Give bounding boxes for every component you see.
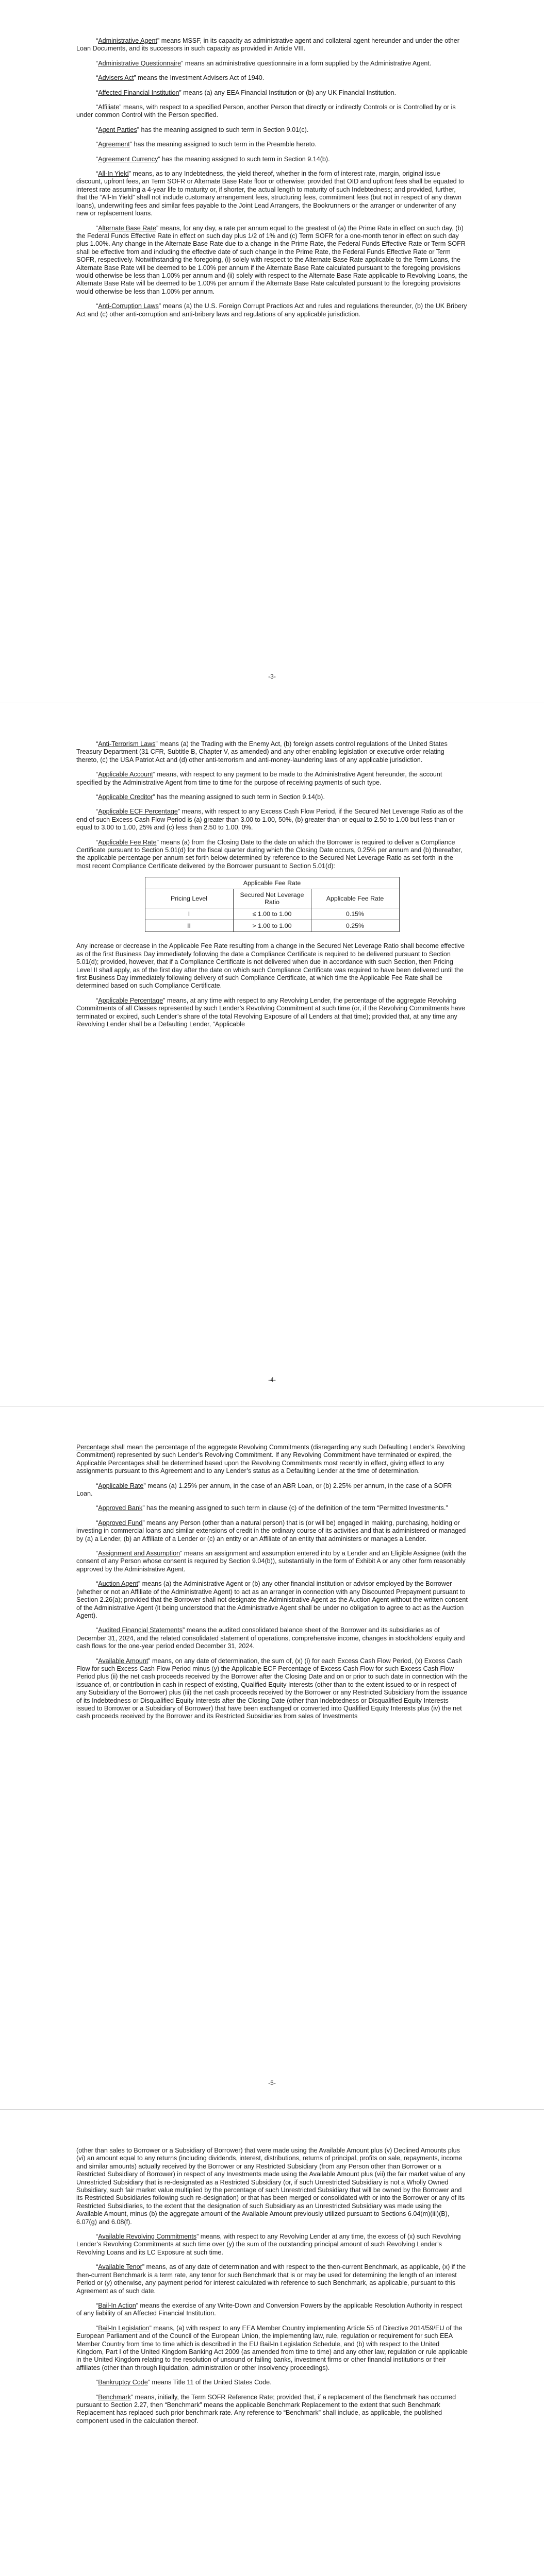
- definition-paragraph: “Anti-Corruption Laws” means (a) the U.S. Foreign Corrupt Practices Act and rules and regulations thereunder, (b) the UK Bribery Act and (c) other anti-corruption and anti-bribery laws and regulations of any applicable jurisdiction.: [76, 302, 467, 318]
- table-cell: II: [145, 920, 233, 932]
- definition-paragraph: “Administrative Agent” means MSSF, in its capacity as administrative agent and collateral agent hereunder and under the other Loan Documents, and its successors in such capacity as provided in Article VIII.: [76, 37, 459, 53]
- defined-term: Affiliate: [98, 104, 120, 111]
- definition-paragraph: “Agreement” has the meaning assigned to such term in the Preamble hereto.: [96, 141, 317, 148]
- definition-paragraph: “Bail-In Legislation” means, (a) with respect to any EEA Member Country implementing Article 55 of Directive 2014/59/EU of the European Parliament and of the Council of the European Union, the implementing law, rule, regulation or requirement for such EEA Member Country from time to time which is described in the EU Bail-In Legislation Schedule, and (b) with respect to the United Kingdom, Part I of the United Kingdom Banking Act 2009 (as amended from time to time) and any other law, regulation or rule applicable in the United Kingdom relating to the resolution of unsound or failing banks, investment firms or other financial institutions or their affiliates (other than through liquidation, administration or other insolvency proceedings).: [76, 2324, 468, 2371]
- defined-term: Available Amount: [98, 1657, 149, 1665]
- definition-paragraph: “Applicable ECF Percentage” means, with respect to any Excess Cash Flow Period, if the Secured Net Leverage Ratio as of the end of such Excess Cash Flow Period is (a) greater than 3.00 to 1.00, 50%, (b) greater than or equal to 2.50 to 1.00 but less than or equal to 3.00 to 1.00, 25% and (c) less than 2.50 to 1.00, 0%.: [76, 808, 463, 832]
- defined-term: Administrative Questionnaire: [98, 59, 182, 67]
- definition-paragraph: “Approved Bank” has the meaning assigned to such term in clause (c) of the definition of the term “Permitted Investments.”: [96, 1504, 448, 1512]
- definition-paragraph: “Applicable Rate” means (a) 1.25% per annum, in the case of an ABR Loan, or (b) 2.25% per annum, in the case of a SOFR Loan.: [76, 1482, 452, 1498]
- defined-term: Applicable ECF Percentage: [98, 808, 178, 816]
- defined-term-continued: Percentage: [76, 1444, 110, 1451]
- definition-paragraph: “Audited Financial Statements” means the audited consolidated balance sheet of the Borrower and its subsidiaries as of December 31, 2024, and the related consolidated statement of operations, comprehensive income, changes in stockholders’ equity and cash flows for the one-year period ended December 31, 2024.: [76, 1626, 465, 1650]
- applicable-fee-rate-table: [145, 877, 400, 932]
- defined-term: Anti-Terrorism Laws: [98, 740, 156, 748]
- definition-paragraph: “Assignment and Assumption” means an assignment and assumption entered into by a Lender and an Eligible Assignee (with the consent of any Person whose consent is required by Section 9.04(b)), substantially in the form of Exhibit A or any other form reasonably approved by the Administrative Agent.: [76, 1550, 467, 1573]
- table-cell: ≤ 1.00 to 1.00: [233, 908, 311, 920]
- defined-term: Applicable Rate: [98, 1482, 144, 1489]
- defined-term: Applicable Percentage: [98, 996, 163, 1004]
- defined-term: Agreement Currency: [98, 155, 158, 163]
- definition-paragraph: “Auction Agent” means (a) the Administrative Agent or (b) any other financial institution or advisor employed by the Borrower (whether or not an Affiliate of the Administrative Agent) to act as an arranger in connection with any Discounted Prepayment pursuant to Section 2.26(a); provided that the Borrower shall not designate the Administrative Agent as the Auction Agent without the written consent of the Administrative Agent (it being understood that the Administrative Agent shall be under no obligation to agree to act as the Auction Agent).: [76, 1580, 468, 1619]
- page-body: [76, 1444, 468, 1721]
- table-cell: > 1.00 to 1.00: [233, 920, 311, 932]
- defined-term: Auction Agent: [98, 1580, 138, 1588]
- definition-paragraph: “Bankruptcy Code” means Title 11 of the United States Code.: [96, 2379, 272, 2386]
- table-header-pricing-level: Pricing Level: [145, 889, 233, 908]
- definition-paragraph: “All-In Yield” means, as to any Indebtedness, the yield thereof, whether in the form of interest rate, margin, original issue discount, upfront fees, an Term SOFR or Alternate Base Rate floor or otherwise; provided that OID and upfront fees shall be equated to interest rate assuming a 4-year life to maturity or, if shorter, the actual length to maturity of such Indebtedness; and provided, further, that the “All-In Yield” shall not include customary arrangement fees, structuring fees, commitment fees (but not in respect of any drawn loans), underwriting fees and similar fees payable to the Joint Lead Arrangers, the Bookrunners or the arranger or underwriter of any new or replacement loans.: [76, 170, 464, 217]
- defined-term: Applicable Creditor: [98, 793, 153, 801]
- defined-term: Benchmark: [98, 2393, 131, 2401]
- definition-paragraph: “Anti-Terrorism Laws” means (a) the Trading with the Enemy Act, (b) foreign assets control regulations of the United States Treasury Department (31 CFR, Subtitle B, Chapter V, as amended) and any other enabling legislation or executive order relating thereto, (c) the USA Patriot Act and (d) other anti-terrorism and anti-money-laundering laws of any applicable jurisdiction.: [76, 740, 448, 764]
- page-body: [76, 740, 468, 870]
- table-header-fee-rate: Applicable Fee Rate: [311, 889, 399, 908]
- definition-paragraph: “Applicable Account” means, with respect to any payment to be made to the Administrative Agent hereunder, the account specified by the Administrative Agent from time to time for the purpose of receiving payments of such type.: [76, 771, 442, 786]
- page-4: [0, 703, 544, 1406]
- defined-term: Audited Financial Statements: [98, 1626, 183, 1634]
- definition-paragraph: “Agent Parties” has the meaning assigned to such term in Section 9.01(c).: [96, 126, 309, 133]
- defined-term: Administrative Agent: [98, 37, 158, 44]
- body-paragraph: Percentage shall mean the percentage of the aggregate Revolving Commitments (disregarding any such Defaulting Lender’s Revolving Commitment) represented by such Lender’s Revolving Commitment. If any Revolving Commitment have terminated or expired, the Applicable Percentages shall be determined based upon the Revolving Commitments most recently in effect, giving effect to any assignments pursuant to this Agreement and to any Lender’s status as a Defaulting Lender at the time of determination.: [76, 1444, 465, 1475]
- defined-term: Agent Parties: [98, 126, 137, 133]
- defined-term: Applicable Account: [98, 771, 153, 778]
- defined-term: Available Revolving Commitments: [98, 2233, 197, 2241]
- defined-term: Agreement: [98, 141, 130, 148]
- definition-paragraph: “Available Amount” means, on any date of determination, the sum of, (x) (i) for each Excess Cash Flow Period, (x) Excess Cash Flow for such Excess Cash Flow Period minus (y) the Applicable ECF Percentage of Excess Cash Flow for such Excess Cash Flow Period plus (ii) the net cash proceeds received by the Borrower after the Closing Date and on or prior to such date in connection with the issuance of, or contribution in cash in respect of existing, Qualified Equity Interests (other than to the extent issued to or in respect of any Subsidiary of the Borrower) plus (iii) the net cash proceeds received by the Borrower or any Restricted Subsidiary from the issuance of its Indebtedness or Disqualified Equity Interests after the Closing Date (other than Indebtedness or Disqualified Equity Interests issued to Borrower or a Subsidiary of Borrower) that have been exchanged or converted into Qualified Equity Interests plus (iv) the net cash proceeds received by the Borrower and its Restricted Subsidiaries from sales of Investments: [76, 1657, 468, 1720]
- page-body: [76, 2147, 468, 2425]
- defined-term: Available Tenor: [98, 2263, 142, 2271]
- definition-paragraph: “Agreement Currency” has the meaning assigned to such term in Section 9.14(b).: [96, 155, 330, 163]
- table-row: [145, 908, 399, 920]
- definition-paragraph: “Bail-In Action” means the exercise of any Write-Down and Conversion Powers by the applicable Resolution Authority in respect of any liability of an Affected Financial Institution.: [76, 2301, 463, 2317]
- definition-paragraph: “Applicable Fee Rate” means (a) from the Closing Date to the date on which the Borrower is required to deliver a Compliance Certificate pursuant to Section 5.01(d) for the fiscal quarter during which the Closing Date occurs, 0.25% per annum and (b) thereafter, the applicable percentage per annum set forth below determined by reference to the Secured Net Leverage Ratio as set forth in the most recent Compliance Certificate delivered by the Borrower pursuant to Section 5.01(d):: [76, 838, 463, 870]
- defined-term: Affected Financial Institution: [98, 89, 179, 96]
- defined-term: Advisers Act: [98, 74, 134, 82]
- body-paragraph: (other than sales to Borrower or a Subsidiary of Borrower) that were made using the Available Amount plus (v) Declined Amounts plus (vi) an amount equal to any returns (including dividends, interest, distributions, returns of principal, profits on sale, repayments, income and similar amounts) actually received by the Borrower or any Restricted Subsidiary (from any Person other than Borrower or a Restricted Subsidiary of Borrower) in respect of any Investments made using the Available Amount plus (vii) the fair market value of any Unrestricted Subsidiary that is re-designated as a Restricted Subsidiary (or, if such Unrestricted Subsidiary is not a Wholly Owned Subsidiary, such fair market value multiplied by the percentage of such Unrestricted Subsidiary that will be owned by the Borrower and its Restricted Subsidiaries following such re-designation) or that has been merged or consolidated with or into the Borrower or any of its Restricted Subsidiaries, to the extent that the designation of such Subsidiary as an Unrestricted Subsidiary was made using the Available Amount, minus (b) the aggregate amount of the Available Amount previously utilized pursuant to Sections 6.04(m)(iii)(B), 6.07(g) and 6.08(f).: [76, 2147, 466, 2226]
- table-row: [145, 920, 399, 932]
- page-body: [76, 37, 468, 318]
- page-5: [0, 1406, 544, 2110]
- definition-paragraph: “Administrative Questionnaire” means an administrative questionnaire in a form supplied by the Administrative Agent.: [96, 59, 432, 67]
- defined-term: Alternate Base Rate: [98, 224, 156, 232]
- defined-term: Applicable Fee Rate: [98, 838, 157, 846]
- page-number: -5-: [268, 2079, 276, 2087]
- page-number: -3-: [268, 673, 276, 680]
- definition-paragraph: “Advisers Act” means the Investment Advisers Act of 1940.: [96, 74, 265, 82]
- page-6: [0, 2110, 544, 2576]
- definition-paragraph: “Alternate Base Rate” means, for any day, a rate per annum equal to the greatest of (a) the Prime Rate in effect on such day, (b) the Federal Funds Effective Rate in effect on such day plus 1/2 of 1% and (c) Term SOFR for a one-month tenor in effect on such day plus 1.00%. Any change in the Alternate Base Rate due to a change in the Prime Rate, the Federal Funds Effective Rate or Term SOFR shall be effective from and including the effective date of such change in the Prime Rate, the Federal Funds Effective Rate or Term SOFR, respectively. Notwithstanding the foregoing, (i) solely with respect to the Alternate Base Rate applicable to the Term Loans, the Alternate Base Rate will be deemed to be 1.00% per annum if the Alternate Base Rate calculated pursuant to the foregoing provisions would otherwise be less than 1.00% per annum and (ii) solely with respect to the Alternate Base Rate applicable to Revolving Loans, the Alternate Base Rate will be deemed to be 1.00% per annum if the Alternate Base Rate calculated pursuant to the foregoing provisions would otherwise be less than 1.00% per annum.: [76, 224, 468, 295]
- page-number: -4-: [268, 1376, 276, 1383]
- body-paragraph: Any increase or decrease in the Applicable Fee Rate resulting from a change in the Secured Net Leverage Ratio shall become effective as of the first Business Day immediately following the date a Compliance Certificate is required to be delivered pursuant to Section 5.01(d); provided, however, that if a Compliance Certificate is not delivered when due in accordance with such Section, then Pricing Level II shall apply, as of the first day after the date on which such Compliance Certificate was required to have been delivered until the first Business Day immediately following delivery of such Compliance Certificate, at which time the Applicable Fee Rate shall be determined based on such Compliance Certificate.: [76, 942, 465, 990]
- defined-term: Bail-In Legislation: [98, 2324, 150, 2332]
- defined-term: All-In Yield: [98, 170, 129, 178]
- page-3: [0, 0, 544, 703]
- table-cell: 0.25%: [311, 920, 399, 932]
- table-cell: I: [145, 908, 233, 920]
- defined-term: Anti-Corruption Laws: [98, 302, 159, 310]
- definition-paragraph: “Affiliate” means, with respect to a specified Person, another Person that directly or indirectly Controls or is Controlled by or is under common Control with the Person specified.: [76, 104, 456, 119]
- definition-paragraph: “Available Tenor” means, as of any date of determination and with respect to the then-current Benchmark, as applicable, (x) if the then-current Benchmark is a term rate, any tenor for such Benchmark that is or may be used for determining the length of an Interest Period or (y) otherwise, any payment period for interest calculated with reference to such Benchmark, as applicable, pursuant to this Agreement as of such date.: [76, 2263, 466, 2295]
- definition-paragraph: “Benchmark” means, initially, the Term SOFR Reference Rate; provided that, if a replacement of the Benchmark has occurred pursuant to Section 2.27, then “Benchmark” means the applicable Benchmark Replacement to the extent that such Benchmark Replacement has replaced such prior benchmark rate. Any reference to “Benchmark” shall include, as applicable, the published component used in the calculation thereof.: [76, 2393, 456, 2425]
- definition-paragraph: “Affected Financial Institution” means (a) any EEA Financial Institution or (b) any UK Financial Institution.: [96, 89, 397, 96]
- definition-paragraph: “Applicable Creditor” has the meaning assigned to such term in Section 9.14(b).: [96, 793, 325, 801]
- defined-term: Bankruptcy Code: [98, 2379, 148, 2386]
- defined-term: Bail-In Action: [98, 2301, 136, 2309]
- definition-paragraph: “Applicable Percentage” means, at any time with respect to any Revolving Lender, the percentage of the aggregate Revolving Commitments of all Classes represented by such Lender’s Revolving Commitment at such time (or, if the Revolving Commitments have terminated or expired, such Lender’s share of the total Revolving Exposure of all Lenders at that time); provided that, at any time any Revolving Lender shall be a Defaulting Lender, “Applicable: [76, 996, 466, 1028]
- table-header-leverage-ratio: Secured Net Leverage Ratio: [233, 889, 311, 908]
- table-caption: Applicable Fee Rate: [145, 877, 399, 889]
- defined-term: Approved Fund: [98, 1519, 143, 1527]
- defined-term: Assignment and Assumption: [98, 1550, 180, 1557]
- table-cell: 0.15%: [311, 908, 399, 920]
- definition-paragraph: “Approved Fund” means any Person (other than a natural person) that is (or will be) engaged in making, purchasing, holding or investing in commercial loans and similar extensions of credit in the ordinary course of its activities and that is administered or managed by (a) a Lender, (b) an Affiliate of a Lender or (c) an entity or an Affiliate of an entity that administers or manages a Lender.: [76, 1519, 466, 1543]
- page-body-continued: [76, 942, 468, 1028]
- defined-term: Approved Bank: [98, 1504, 143, 1512]
- definition-paragraph: “Available Revolving Commitments” means, with respect to any Revolving Lender at any time, the excess of (x) such Revolving Lender’s Revolving Commitments at such time over (y) the sum of the outstanding principal amount of such Revolving Lender’s Revolving Loans and its LC Exposure at such time.: [76, 2233, 461, 2256]
